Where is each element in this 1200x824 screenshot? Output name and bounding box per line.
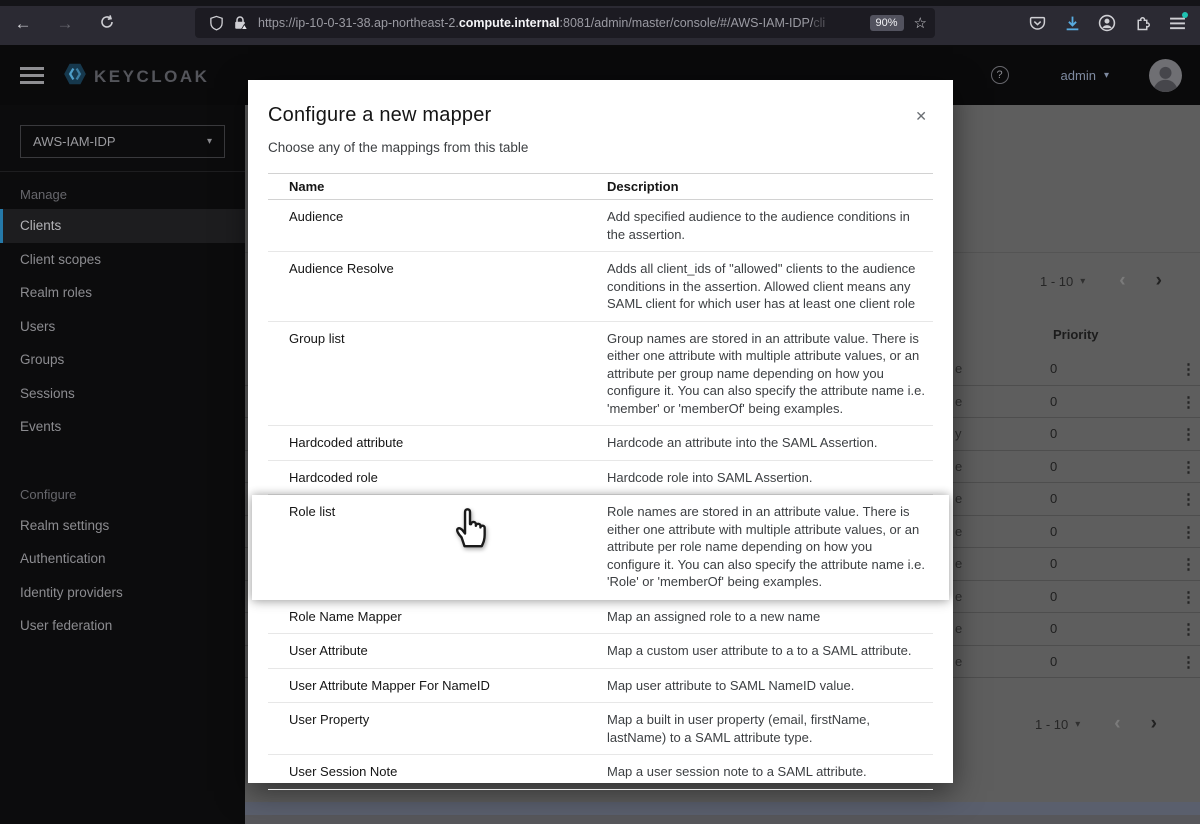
- url-text: https://ip-10-0-31-38.ap-northeast-2.compute.internal:8081/admin/master/console/#/AWS-IAM-IDP/cli: [258, 16, 826, 30]
- mapper-row-hardcoded-attribute[interactable]: Hardcoded attribute Hardcode an attribute into the SAML Assertion.: [268, 426, 933, 461]
- dimmed-footer-band: [245, 802, 1200, 815]
- mapper-row-audience[interactable]: Audience Add specified audience to the audience conditions in the assertion.: [268, 200, 933, 252]
- sidebar-section-manage: Manage: [20, 187, 67, 202]
- sidebar-item-groups[interactable]: Groups: [20, 352, 65, 368]
- realm-selector-label: AWS-IAM-IDP: [33, 134, 116, 149]
- column-header-description: Description: [607, 179, 679, 194]
- table-row: e 0 ⋮: [245, 516, 1200, 549]
- sidebar-item-authentication[interactable]: Authentication: [20, 551, 106, 567]
- nav-toggle-icon[interactable]: [20, 67, 44, 84]
- sidebar-item-clients[interactable]: Clients: [0, 209, 245, 243]
- close-icon[interactable]: ✕: [915, 108, 927, 124]
- menu-icon[interactable]: [1168, 14, 1186, 32]
- table-row: e 0 ⋮: [245, 451, 1200, 484]
- priority-column-header: Priority: [1053, 327, 1099, 342]
- mapper-row-role-list[interactable]: Role list Role names are stored in an attribute value. There is either one attribute with multiple attribute values, or an attribute per role name depending on how you configure it. You can also specify the attribute name i.e. 'Role' or 'memberOf' being examples.: [252, 495, 949, 600]
- address-bar[interactable]: [195, 8, 935, 38]
- chevron-down-icon[interactable]: ▾: [1075, 718, 1081, 730]
- next-page-icon[interactable]: ›: [1155, 270, 1162, 291]
- downloads-icon[interactable]: [1063, 14, 1081, 32]
- mapper-row-user-attribute[interactable]: User Attribute Map a custom user attribute to a to a SAML attribute.: [268, 634, 933, 669]
- next-page-icon[interactable]: ›: [1150, 713, 1157, 734]
- sidebar-item-realm-settings[interactable]: Realm settings: [20, 517, 110, 533]
- mapper-row-user-property[interactable]: User Property Map a built in user property (email, firstName, lastName) to a SAML attribute type.: [268, 703, 933, 755]
- table-row: e 0 ⋮: [245, 548, 1200, 581]
- kebab-menu-icon[interactable]: ⋮: [1181, 361, 1196, 378]
- pagination-top: [1040, 270, 1162, 292]
- table-row: y 0 ⋮: [245, 418, 1200, 451]
- sidebar-item-events[interactable]: Events: [20, 419, 62, 435]
- mapper-row-audience-resolve[interactable]: Audience Resolve Adds all client_ids of "allowed" clients to the audience conditions in the assertion. Allowed client means any SAML client for which user has at least one client role: [268, 252, 933, 322]
- user-menu-label[interactable]: admin: [1060, 67, 1096, 83]
- modal-subtitle: Choose any of the mappings from this table: [268, 140, 529, 155]
- zoom-level-badge[interactable]: 90%: [870, 15, 904, 31]
- reload-button[interactable]: [96, 14, 118, 35]
- kebab-menu-icon[interactable]: ⋮: [1181, 588, 1196, 606]
- brand-text: KEYCLOAK: [94, 66, 210, 86]
- modal-title: Configure a new mapper: [268, 104, 492, 126]
- sidebar-item-users[interactable]: Users: [20, 318, 56, 334]
- avatar[interactable]: [1149, 59, 1182, 92]
- window-top-strip: [0, 0, 1200, 6]
- chevron-down-icon: ▾: [206, 136, 212, 147]
- kebab-menu-icon[interactable]: ⋮: [1181, 556, 1196, 573]
- sidebar-item-user-federation[interactable]: User federation: [20, 618, 113, 634]
- column-header-name: Name: [289, 179, 325, 194]
- kebab-menu-icon[interactable]: ⋮: [1181, 458, 1196, 476]
- sidebar-item-client-scopes[interactable]: Client scopes: [20, 251, 102, 267]
- configure-mapper-modal: [248, 80, 953, 783]
- realm-selector[interactable]: [20, 125, 225, 158]
- bookmark-star-icon[interactable]: ☆: [913, 15, 927, 32]
- table-row: e 0 ⋮: [245, 613, 1200, 646]
- pagination-range[interactable]: 1 - 10: [1035, 716, 1069, 732]
- lock-warning-icon[interactable]: [231, 14, 249, 32]
- table-row: e 0 ⋮: [245, 483, 1200, 516]
- mapper-types-table: [268, 173, 933, 790]
- sidebar-section-configure: Configure: [20, 486, 77, 502]
- kebab-menu-icon[interactable]: ⋮: [1181, 621, 1196, 638]
- sidebar-item-sessions[interactable]: Sessions: [20, 385, 75, 401]
- chevron-down-icon[interactable]: ▾: [1103, 69, 1109, 81]
- mapper-row-role-name-mapper[interactable]: Role Name Mapper Map an assigned role to a new name: [268, 600, 933, 635]
- table-row: e 0 ⋮: [245, 581, 1200, 614]
- forward-button[interactable]: →: [56, 14, 74, 33]
- sidebar-item-identity-providers[interactable]: Identity providers: [20, 584, 123, 600]
- pocket-icon[interactable]: [1028, 14, 1046, 32]
- pagination-bottom: [1035, 713, 1157, 735]
- mapper-row-hardcoded-role[interactable]: Hardcoded role Hardcode role into SAML Assertion.: [268, 461, 933, 496]
- mapper-row-group-list[interactable]: Group list Group names are stored in an attribute value. There is either one attribute with multiple attribute values, or an attribute per group name depending on how you configure it. You can also specify the attribute name i.e. 'member' or 'memberOf' being examples.: [268, 322, 933, 427]
- dimmed-footer-edge: [245, 815, 1200, 824]
- keycloak-logo: [62, 61, 209, 92]
- pagination-range[interactable]: 1 - 10: [1040, 273, 1074, 289]
- kebab-menu-icon[interactable]: ⋮: [1181, 491, 1196, 508]
- sidebar-nav: [0, 105, 245, 824]
- mapper-row-user-session-note[interactable]: User Session Note Map a user session note to a SAML attribute.: [268, 755, 933, 790]
- table-header-row: [268, 173, 933, 200]
- kebab-menu-icon[interactable]: ⋮: [1181, 523, 1196, 541]
- extensions-icon[interactable]: [1133, 14, 1151, 32]
- prev-page-icon[interactable]: ‹: [1114, 713, 1121, 734]
- kebab-menu-icon[interactable]: ⋮: [1181, 653, 1196, 671]
- table-row: e 0 ⋮: [245, 646, 1200, 679]
- account-icon[interactable]: [1098, 14, 1116, 32]
- kebab-menu-icon[interactable]: ⋮: [1181, 426, 1196, 443]
- keycloak-logo-icon: [62, 61, 88, 92]
- sidebar-item-realm-roles[interactable]: Realm roles: [20, 285, 93, 301]
- prev-page-icon[interactable]: ‹: [1119, 270, 1126, 291]
- kebab-menu-icon[interactable]: ⋮: [1181, 393, 1196, 411]
- chevron-down-icon[interactable]: ▾: [1080, 275, 1086, 287]
- notification-dot: [1182, 12, 1188, 18]
- back-button[interactable]: ←: [14, 14, 32, 33]
- shield-permissions-icon[interactable]: [207, 14, 225, 32]
- mapper-row-user-attribute-mapper-nameid[interactable]: User Attribute Mapper For NameID Map user attribute to SAML NameID value.: [268, 669, 933, 704]
- table-row: e 0 ⋮: [245, 353, 1200, 386]
- browser-toolbar: [0, 0, 1200, 45]
- table-row: e 0 ⋮: [245, 386, 1200, 419]
- help-icon[interactable]: ?: [991, 66, 1009, 84]
